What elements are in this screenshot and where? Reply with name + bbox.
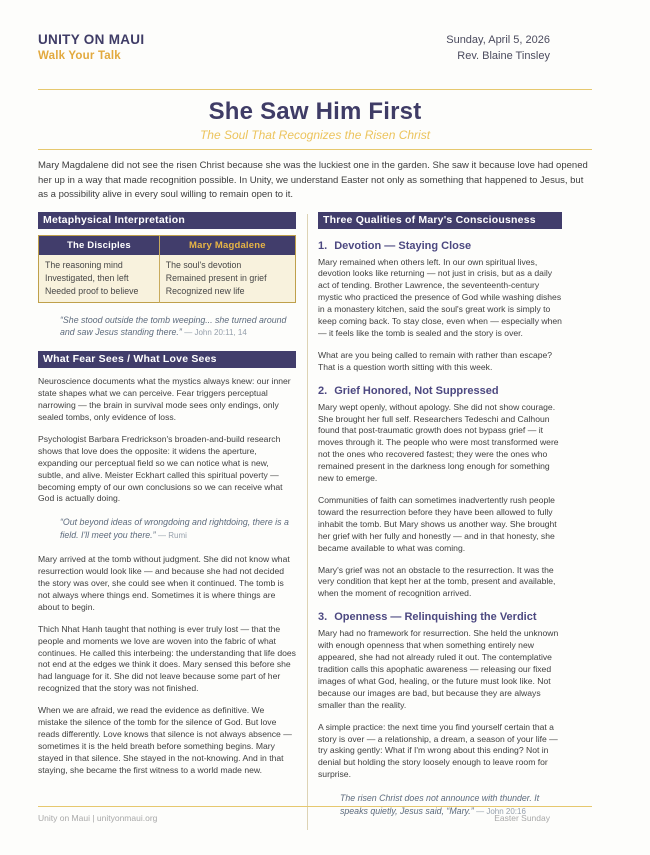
quality-number: 2. [318, 384, 328, 397]
disciples-line: Needed proof to believe [45, 285, 139, 296]
body-paragraph: Mary remained when others left. In our own spiritual lives, devotion looks like returning — not just in crisis, but as a daily act of tending. Brother Lawrence, the seventeenth-century mystic who practiced the presence of God while washing dishes in a monastery kitchen, said the soul's great work is simply to keep coming back. To stay close, even when — especially when — it feels like the tomb is sealed and the story is over. [318, 256, 562, 338]
rumi-quote [60, 516, 294, 542]
col-header-mary: Mary Magdalene [159, 235, 295, 255]
org-name: UNITY ON MAUI [38, 32, 145, 47]
footer-occasion: Easter Sunday [494, 813, 550, 823]
quality-title: Openness — Relinquishing the Verdict [334, 611, 537, 624]
mary-line: The soul's devotion [165, 259, 242, 270]
footer-org-url: Unity on Maui | unityonmaui.org [38, 813, 158, 823]
org-tagline: Walk Your Talk [38, 50, 121, 62]
footer-row [38, 813, 592, 823]
disciples-line: The reasoning mind [45, 259, 123, 270]
body-paragraph: Mary wept openly, without apology. She did not show courage. She brought her full self. Researchers Tedeschi and Calhoun found that post-traumatic growth does not bypass grief — it moves through it. The people who were most transformed were not the ones who recovered fastest; they were the ones who remained present in the darkness long enough for something new to emerge. [318, 401, 559, 484]
title-block [38, 98, 592, 142]
col-header-disciples: The Disciples [39, 235, 160, 255]
mary-line: Recognized new life [165, 285, 245, 296]
body-paragraph: Mary's grief was not an obstacle to the resurrection. It was the very condition that kept her at the tomb, present and available, when the moment of recognition arrived. [318, 564, 556, 599]
body-paragraph: Psychologist Barbara Fredrickson's broaden-and-build research shows that love does the opposite: it widens the aperture, expanding our perceptual field so we can notice what is new, subtle, and alive. Meister Eckhart called this spiritual poverty — becoming empty of our own conclusions so we can receive what God is actually doing. [38, 433, 283, 504]
quote-attribution: — John 20:16 [476, 806, 526, 816]
speaker-name: Rev. Blaine Tinsley [457, 50, 550, 62]
masthead-left [38, 32, 144, 62]
left-column [38, 212, 296, 830]
table-body-row [39, 255, 296, 303]
gold-rule-subtitle [38, 149, 592, 150]
gold-rule-footer [38, 806, 592, 807]
disciples-line: Investigated, then left [45, 272, 129, 283]
quote-text: The risen Christ does not announce with thunder. It speaks quietly, Jesus said, “Mary.” [340, 793, 540, 816]
quote-attribution: — John 20:11, 14 [184, 327, 247, 337]
quality-number: 3. [318, 611, 328, 624]
quote-text: “Out beyond ideas of wrongdoing and rightdoing, there is a field. I'll meet you there.” [60, 517, 289, 540]
quality-title: Grief Honored, Not Suppressed [334, 384, 499, 397]
body-paragraph: A simple practice: the next time you find yourself certain that a story is over — a relationship, a dream, a season of your life — try asking gently: What if I'm wrong about this ending? Not in denial but holding the story loosely enough to leave room for surprise. [318, 721, 558, 780]
table-header-row [39, 235, 296, 255]
page-footer [38, 806, 592, 823]
sermon-subtitle: The Soul That Recognizes the Risen Christ [199, 128, 431, 142]
quality-number: 1. [318, 239, 328, 252]
quote-text: “She stood outside the tomb weeping... she turned around and saw Jesus standing there.” [60, 314, 287, 337]
intro-paragraph: Mary Magdalene did not see the risen Christ because she was the luckiest one in the garden. She saw it because love had opened her up in a way that made recognition possible. In Unity, we understand Easter not only as something that happened to Jesus, but as a possibility alive in every soul willing to remain open to it. [38, 160, 588, 200]
body-paragraph: Thich Nhat Hanh taught that nothing is ever truly lost — that the people and moments we love are woven into the fabric of what continues. He called this interbeing: the understanding that life does not end at the edges we think it does. Mary sensed this before she had language for it. She did not leave because some part of her recognized that the story was not finished. [38, 623, 296, 694]
section-header-metaphysical: Metaphysical Interpretation [38, 212, 296, 229]
body-paragraph: When we are afraid, we read the evidence as definitive. We mistake the silence of the tomb for the silence of God. But love reads differently. Love knows that silence is not always absence — sometimes it is the held breath before something begins. Mary stayed in that silence. She stayed in the not-knowing. And in that staying, she became the first witness to a world made new. [38, 705, 292, 775]
service-date: Sunday, April 5, 2026 [446, 34, 550, 46]
section-header-fear-love: What Fear Sees / What Love Sees [38, 351, 296, 368]
quality-heading-devotion [318, 240, 562, 253]
sermon-title: She Saw Him First [208, 98, 422, 125]
quality-heading-openness [318, 611, 562, 624]
two-column-body [38, 212, 592, 830]
body-paragraph: Neuroscience documents what the mystics always knew: our inner state shapes what we can perceive. Fear triggers perceptual narrowing — the brain in survival mode sees only endings, only sealed tombs, only evidence of loss. [38, 376, 291, 423]
page-content [38, 0, 592, 830]
column-divider [307, 214, 308, 830]
quality-heading-grief [318, 385, 562, 398]
right-column [318, 212, 562, 830]
gold-rule-top [38, 89, 592, 90]
scripture-quote-tomb [60, 314, 294, 340]
body-paragraph: Communities of faith can sometimes inadvertently rush people toward the resurrection before they have been allowed to fully inhabit the tomb. But Mary shows us another way. She brought her grief with her fully and honestly — and in that honesty, she became available to what was coming. [318, 495, 557, 553]
body-paragraph: Mary arrived at the tomb without judgment. She did not know what resurrection would look like — and because she had not decided the story was over, she could see when it continued. The tomb is not always where things end. Sometimes it is where things are about to begin. [38, 554, 290, 612]
disciples-cell [39, 255, 160, 303]
mary-cell [159, 255, 295, 303]
masthead-right [446, 32, 550, 64]
quote-attribution: — Rumi [158, 530, 187, 540]
section-header-three-qualities: Three Qualities of Mary's Consciousness [318, 212, 562, 229]
body-paragraph: Mary had no framework for resurrection. She held the unknown with enough openness that when something entirely new appeared, she had not already ruled it out. The contemplative tradition calls this apophatic awareness — releasing our fixed images of what God, healing, or the future must look like. Not because our images are bad, but because they are always smaller than the reality. [318, 628, 559, 710]
quality-title: Devotion — Staying Close [334, 239, 472, 252]
body-paragraph: What are you being called to remain with rather than escape? That is a question worth sitting with this week. [318, 349, 553, 372]
mary-line: Remained present in grief [165, 272, 267, 283]
metaphysical-table [38, 235, 296, 303]
masthead [38, 0, 550, 64]
